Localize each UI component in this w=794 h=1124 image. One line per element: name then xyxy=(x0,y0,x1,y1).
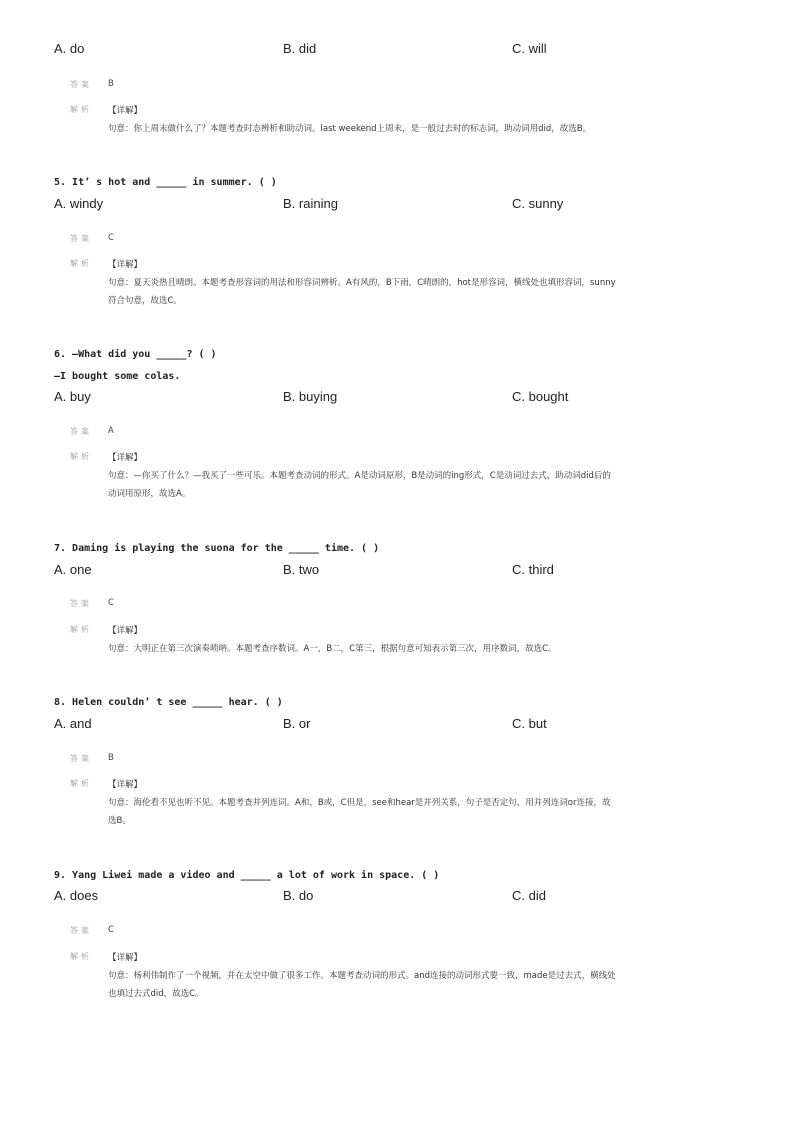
question-stem: 6. —What did you _____? ( ) xyxy=(54,349,217,360)
answer-label: 答案 xyxy=(70,599,92,608)
analysis-label: 解析 xyxy=(70,625,92,634)
option-c: C. third xyxy=(512,562,554,577)
analysis-label: 解析 xyxy=(70,952,92,961)
option-b: B. buying xyxy=(283,389,338,404)
option-b: B. two xyxy=(283,562,320,577)
option-b: B. did xyxy=(283,41,317,56)
option-a: A. do xyxy=(54,41,85,56)
explanation-line: 句意：你上周末做什么了？本题考查时态辨析和助动词。last weekend上周末，是一般过去时的标志词，助动词用did，故选B。 xyxy=(108,124,592,134)
answer-label: 答案 xyxy=(70,926,92,935)
option-b: B. raining xyxy=(283,196,338,211)
option-c: C. did xyxy=(512,888,546,903)
question-stem: 8. Helen couldn’ t see _____ hear. ( ) xyxy=(54,697,283,708)
option-a: A. and xyxy=(54,716,92,731)
option-c: C. bought xyxy=(512,389,569,404)
answer-value: A xyxy=(108,426,114,436)
explanation-line: 句意：杨利伟制作了一个视频，并在太空中做了很多工作。本题考查动词的形式。and连接的动词形式要一致，made是过去式，横线处 xyxy=(108,971,616,981)
explanation-line: 动词用原形，故选A。 xyxy=(108,489,191,499)
question-stem: 7. Daming is playing the suona for the _____ time. ( ) xyxy=(54,543,380,554)
explanation-line: 句意：—你买了什么？—我买了一些可乐。本题考查动词的形式。A是动词原形，B是动词的ing形式，C是动词过去式，助动词did后的 xyxy=(108,471,611,481)
answer-value: C xyxy=(108,233,114,243)
analysis-label: 解析 xyxy=(70,105,92,114)
answer-value: C xyxy=(108,598,114,608)
explanation-line: 句意：大明正在第三次演奏唢呐。本题考查序数词。A一，B二，C第三，根据句意可知表示第三次，用序数词，故选C。 xyxy=(108,644,557,654)
answer-label: 答案 xyxy=(70,754,92,763)
option-b: B. or xyxy=(283,716,311,731)
analysis-label: 解析 xyxy=(70,259,92,268)
option-a: A. does xyxy=(54,888,99,903)
explanation-line: 也填过去式did，故选C。 xyxy=(108,989,204,999)
detail-heading: 【详解】 xyxy=(108,953,143,963)
answer-label: 答案 xyxy=(70,427,92,436)
analysis-label: 解析 xyxy=(70,779,92,788)
option-b: B. do xyxy=(283,888,314,903)
detail-heading: 【详解】 xyxy=(108,453,143,463)
answer-value: C xyxy=(108,925,114,935)
explanation-line: 句意：海伦看不见也听不见。本题考查并列连词。A和，B或，C但是，see和hear是并列关系，句子是否定句，用并列连词or连接，故 xyxy=(108,798,611,808)
detail-heading: 【详解】 xyxy=(108,106,143,116)
option-c: C. sunny xyxy=(512,196,564,211)
option-a: A. buy xyxy=(54,389,91,404)
option-c: C. but xyxy=(512,716,547,731)
answer-value: B xyxy=(108,79,114,89)
explanation-line: 符合句意，故选C。 xyxy=(108,296,182,306)
answer-value: B xyxy=(108,753,114,763)
option-a: A. one xyxy=(54,562,92,577)
explanation-line: 选B。 xyxy=(108,816,131,826)
detail-heading: 【详解】 xyxy=(108,626,143,636)
option-a: A. windy xyxy=(54,196,104,211)
detail-heading: 【详解】 xyxy=(108,780,143,790)
answer-label: 答案 xyxy=(70,234,92,243)
explanation-line: 句意：夏天炎热且晴朗。本题考查形容词的用法和形容词辨析。A有风的，B下雨，C晴朗的，hot是形容词，横线处也填形容词，sunny xyxy=(108,278,616,288)
detail-heading: 【详解】 xyxy=(108,260,143,270)
question-stem: 5. It’ s hot and _____ in summer. ( ) xyxy=(54,177,277,188)
answer-label: 答案 xyxy=(70,80,92,89)
question-stem-line2: —I bought some colas. xyxy=(54,371,181,382)
option-c: C. will xyxy=(512,41,547,56)
question-stem: 9. Yang Liwei made a video and _____ a lot of work in space. ( ) xyxy=(54,870,440,881)
analysis-label: 解析 xyxy=(70,452,92,461)
